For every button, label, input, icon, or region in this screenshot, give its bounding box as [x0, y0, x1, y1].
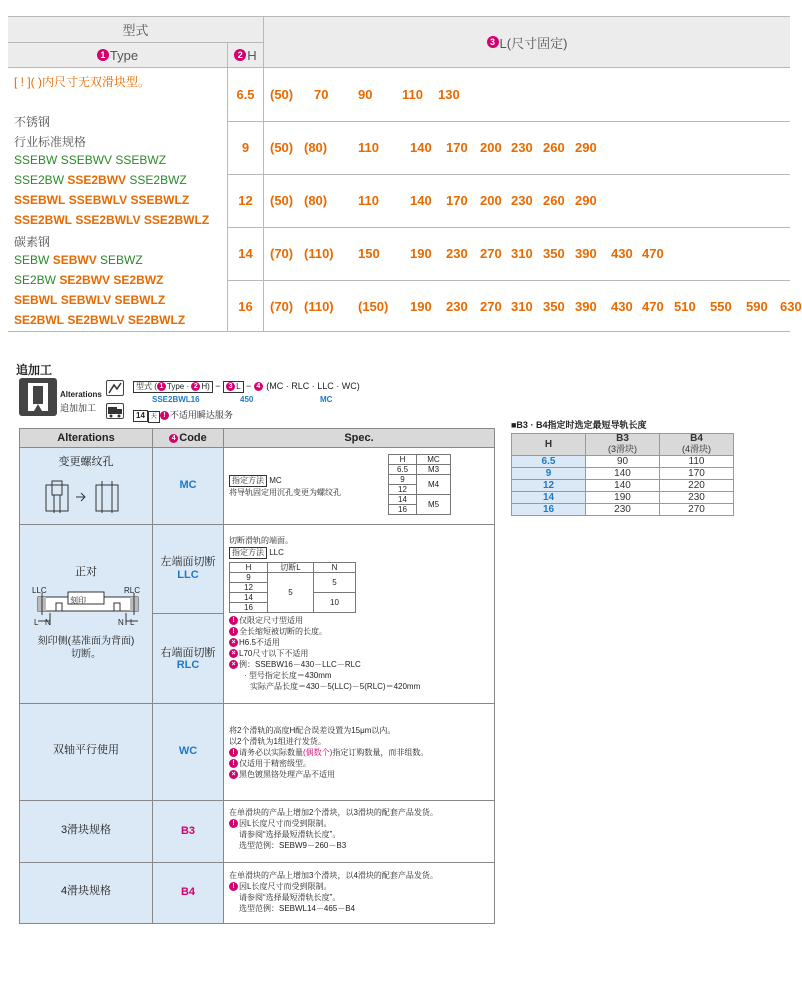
model-line: SE2BW SE2BWV SE2BWZ — [14, 273, 164, 287]
llc-code: LLC — [177, 569, 199, 581]
l-value: 310 — [511, 246, 533, 261]
b3-spec: 选型范例：SEBW9－260－B3 — [239, 841, 347, 850]
l-value: 110 — [358, 193, 379, 208]
l-value: 630 — [780, 299, 802, 314]
carbon-label: 碳素钢 — [14, 235, 51, 249]
l-value: 170 — [446, 193, 468, 208]
l-value: (80) — [304, 140, 328, 155]
l-value: 140 — [410, 140, 432, 155]
wc-spec: 将2个滑轨的高度H配合误差设置为15μm以内。 — [229, 726, 396, 735]
l-value: (110) — [304, 246, 334, 261]
b4-spec: 在单滑块的产品上增加3个滑块，以4滑块的配套产品发货。 — [229, 871, 438, 880]
l-value: 110 — [402, 87, 423, 102]
icon-label-en: Alterations — [60, 390, 102, 399]
llc-name: 左端面切断 — [160, 556, 216, 568]
thread-change-diagram — [44, 479, 128, 520]
model-line: SSEBWL SSEBWLV SSEBWLZ — [14, 193, 190, 207]
l-value: 200 — [480, 193, 502, 208]
note-line: [ ! ]( )内尺寸无双滑块型。 — [14, 75, 150, 89]
l-value: 310 — [511, 299, 533, 314]
number-badge-3: 3 — [487, 36, 499, 48]
b4-code: B4 — [180, 886, 196, 898]
l-value: 260 — [543, 140, 565, 155]
l-value: (70) — [270, 299, 294, 314]
l-value: 150 — [358, 246, 380, 261]
rlc-name: 右端面切断 — [160, 647, 216, 659]
cut-spec-method: 指定方法 LLC — [229, 547, 284, 559]
l-value: 390 — [575, 299, 597, 314]
l-value: 70 — [314, 87, 329, 102]
b4-name: 4滑块规格 — [60, 885, 112, 897]
h-value: 6.5 — [236, 87, 255, 102]
marking-label: 刻印 — [70, 596, 86, 605]
h-value: 14 — [238, 246, 253, 261]
stainless-label: 不锈钢 — [14, 115, 51, 129]
model-line: SE2BWL SE2BWLV SE2BWLZ — [14, 313, 186, 327]
type-header-label: Type — [109, 47, 139, 63]
delivery-icon — [106, 403, 124, 419]
rlc-label: RLC — [124, 586, 141, 595]
l-header-label: L(尺寸固定) — [499, 35, 568, 51]
b34-col-h: H — [512, 434, 586, 456]
mc-thread-table: H MC 6.5 M3 9 M4 12 14 M5 16 — [388, 454, 451, 515]
h-header-label: H — [247, 47, 257, 63]
l-value: 430 — [611, 246, 633, 261]
l-value: 290 — [575, 140, 597, 155]
h-value: 9 — [241, 140, 250, 155]
cut-desc: 刻印侧(基准面为背面) 切断。 — [37, 636, 135, 660]
b4-spec: ! 因L长度尺寸而受到限制。 — [229, 881, 331, 892]
model-line: SSE2BW SSE2BWV SSE2BWZ — [14, 173, 187, 187]
icon-label-cn: 追加加工 — [60, 403, 97, 413]
l-value: 290 — [575, 193, 597, 208]
l-value: 430 — [611, 299, 633, 314]
section-title: 追加工 — [16, 363, 53, 377]
h-value: 12 — [238, 193, 253, 208]
l-value: (80) — [304, 193, 328, 208]
l-value: 470 — [642, 299, 664, 314]
l-value: 550 — [710, 299, 732, 314]
mc-name: 变更螺纹孔 — [58, 456, 114, 468]
b34-row: 9 140 170 — [512, 468, 734, 480]
b34-row: 14 190 230 — [512, 492, 734, 504]
l-value: (50) — [270, 87, 294, 102]
example-code: MC — [320, 395, 333, 404]
cut-note: · 型号指定长度＝430mm — [244, 671, 332, 680]
b4-spec: 选型范例：SEBWL14－465－B4 — [239, 904, 356, 913]
mc-code: MC — [179, 479, 197, 491]
h-header — [228, 43, 263, 67]
standard-label: 行业标准规格 — [14, 135, 87, 149]
model-line: SSE2BWL SSE2BWLV SSE2BWLZ — [14, 213, 210, 227]
number-badge-2: 2 — [234, 49, 246, 61]
type-group-header-label: 型式 — [122, 23, 149, 38]
wc-code: WC — [178, 745, 198, 757]
l-value: 270 — [480, 299, 502, 314]
l-value: 260 — [543, 193, 565, 208]
cut-note: × L70尺寸以下不适用 — [229, 648, 308, 659]
example-l: 450 — [240, 395, 254, 404]
rlc-code: RLC — [176, 659, 200, 671]
b3-spec: 在单滑块的产品上增加2个滑块，以3滑块的配套产品发货。 — [229, 808, 438, 817]
l-value: 350 — [543, 246, 565, 261]
l-value: 140 — [410, 193, 432, 208]
cut-note: 实际产品长度＝430－5(LLC)－5(RLC)＝420mm — [250, 682, 421, 691]
type-header — [8, 43, 227, 67]
example-type: SSE2BWL16 — [152, 395, 200, 404]
b3-spec: 请参阅“选择最短滑轨长度”。 — [239, 830, 341, 839]
cut-spec-title: 切断滑轨的端面。 — [229, 536, 293, 545]
h-value: 16 — [238, 299, 253, 314]
l-value: 230 — [511, 140, 533, 155]
l-value: 90 — [358, 87, 373, 102]
cut-face-label: 正对 — [75, 566, 97, 578]
n-dim-label: N — [45, 618, 51, 627]
l-dim-label: L — [130, 618, 135, 627]
b34-row: 6.5 90 110 — [512, 456, 734, 468]
type-group-header — [8, 17, 263, 42]
cut-note: ! 全长缩短被切断的长度。 — [229, 626, 327, 637]
l-value: (150) — [358, 299, 389, 314]
l-value: 190 — [410, 246, 432, 261]
b34-row: 16 230 270 — [512, 504, 734, 516]
l-value: 230 — [446, 299, 468, 314]
l-header — [264, 17, 790, 67]
number-badge-1: 1 — [97, 49, 109, 61]
days-note: 14 天 ! 不适用瞬达服务 — [133, 408, 233, 423]
b34-col-b3: B3 (3滑块) — [586, 434, 660, 456]
alterations-table — [19, 428, 495, 924]
l-value: 130 — [438, 87, 460, 102]
b3-name: 3滑块规格 — [60, 824, 112, 836]
type-length-table — [8, 16, 802, 332]
col-header-spec: Spec. — [224, 429, 494, 447]
cut-note: × H6.5不适用 — [229, 637, 280, 648]
b34-title: ■B3 · B4指定时选定最短导轨长度 — [511, 420, 647, 430]
wc-spec: × 黑色镀黑铬处理产品不适用 — [229, 769, 335, 780]
cut-table: H 切断L N 9 5 5 12 14 10 16 — [229, 562, 356, 613]
l-value: 590 — [746, 299, 768, 314]
formula: 型式 ( 1 Type · 2 H) − 3 L − 4 (MC · RLC · LLC · WC) — [133, 381, 360, 393]
cut-note: ! 仅限定尺寸型适用 — [229, 615, 303, 626]
wc-spec: ! 请务必以实际数量(偶数个)指定订购数量，而非组数。 — [229, 747, 428, 758]
b3-code: B3 — [180, 825, 196, 837]
spec-icon — [106, 380, 124, 396]
col-header-code: 4 Code — [153, 429, 223, 447]
l-value: 350 — [543, 299, 565, 314]
model-line: SEBWL SEBWLV SEBWLZ — [14, 293, 166, 307]
l-value: 390 — [575, 246, 597, 261]
wc-spec: ! 仅适用于精密级型。 — [229, 758, 311, 769]
l-value: (50) — [270, 193, 294, 208]
b34-col-b4: B4 (4滑块) — [660, 434, 734, 456]
wc-spec: 以2个滑轨为1组进行发货。 — [229, 737, 326, 746]
b3-spec: ! 因L长度尺寸而受到限制。 — [229, 818, 331, 829]
b4-spec: 请参阅“选择最短滑轨长度”。 — [239, 893, 341, 902]
wc-name: 双轴平行使用 — [53, 744, 119, 756]
b34-row: 12 140 220 — [512, 480, 734, 492]
l-value: (70) — [270, 246, 294, 261]
l-value: 470 — [642, 246, 664, 261]
l-value: 110 — [358, 140, 379, 155]
llc-label: LLC — [32, 586, 47, 595]
model-line: SSEBW SSEBWV SSEBWZ — [14, 153, 167, 167]
l-value: 510 — [674, 299, 696, 314]
l-value: 200 — [480, 140, 502, 155]
l-value: (50) — [270, 140, 294, 155]
l-value: (110) — [304, 299, 334, 314]
l-dim-label: L — [34, 618, 39, 627]
alterations-icon — [19, 378, 57, 416]
n-dim-label: N — [118, 618, 124, 627]
l-value: 190 — [410, 299, 432, 314]
cut-note: × 例：SSEBW16－430－LLC－RLC — [229, 659, 361, 670]
l-value: 270 — [480, 246, 502, 261]
b3-b4-min-length-table — [511, 418, 734, 516]
l-value: 170 — [446, 140, 468, 155]
l-value: 230 — [511, 193, 533, 208]
col-header-alterations: Alterations — [20, 429, 152, 447]
l-value: 230 — [446, 246, 468, 261]
mc-spec-text: 将导轨固定用沉孔变更为螺纹孔 — [229, 488, 341, 497]
model-line: SEBW SEBWV SEBWZ — [14, 253, 143, 267]
mc-spec: 指定方法 MC — [229, 475, 282, 487]
